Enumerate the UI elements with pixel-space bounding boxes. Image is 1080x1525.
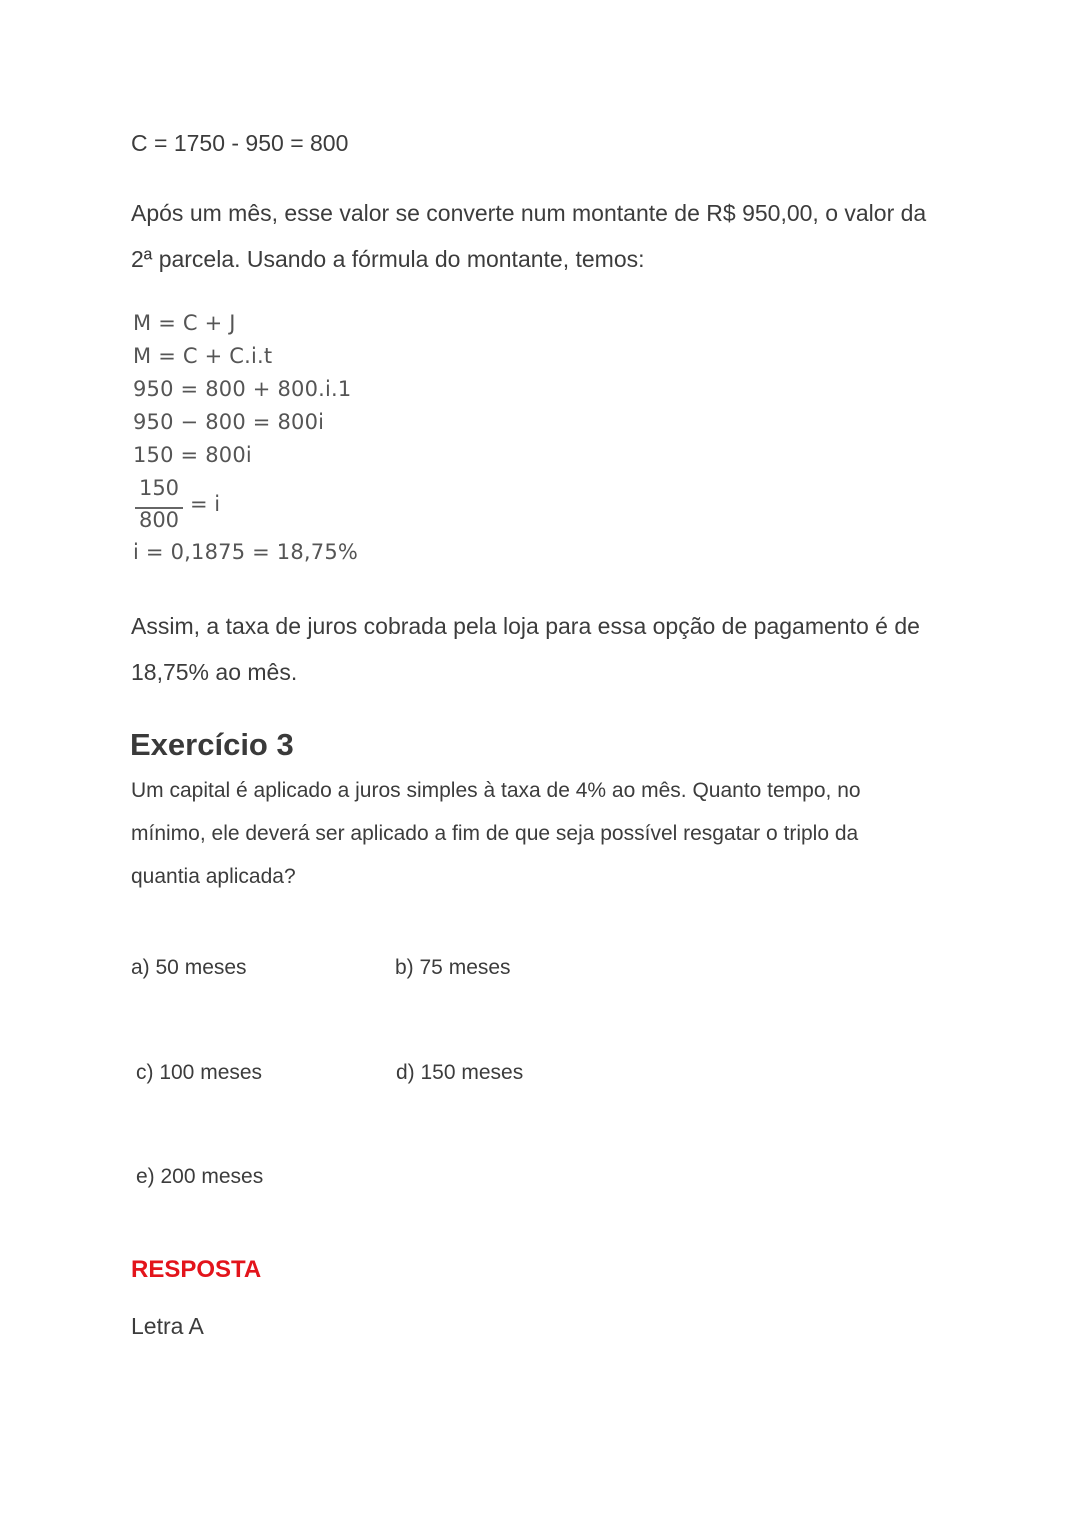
paragraph-montante: Após um mês, esse valor se converte num montante de R$ 950,00, o valor da 2ª parcela. Usando a fórmula do montante, temos: xyxy=(131,200,927,272)
option-e: e) 200 meses xyxy=(136,1165,264,1188)
math-line-4: 950 − 800 = 800i xyxy=(133,410,325,434)
math-line-1: M = C + J xyxy=(133,311,236,335)
option-b: b) 75 meses xyxy=(395,956,511,979)
answer-label: RESPOSTA xyxy=(131,1256,262,1283)
exercise-title: Exercício 3 xyxy=(130,727,294,762)
paragraph-conclusion: Assim, a taxa de juros cobrada pela loja para essa opção de pagamento é de 18,75% ao mês. xyxy=(131,613,920,685)
fraction-rhs: = i xyxy=(190,492,221,516)
fraction-numerator: 150 xyxy=(138,476,180,500)
option-d: d) 150 meses xyxy=(396,1061,524,1084)
option-c: c) 100 meses xyxy=(136,1061,263,1084)
math-line-3: 950 = 800 + 800.i.1 xyxy=(133,377,352,401)
math-line-2: M = C + C.i.t xyxy=(133,344,273,368)
answer-value: Letra A xyxy=(131,1313,204,1339)
fraction-denominator: 800 xyxy=(138,508,180,532)
intro-equation: C = 1750 - 950 = 800 xyxy=(131,130,349,156)
option-a: a) 50 meses xyxy=(131,956,247,979)
exercise-question: Um capital é aplicado a juros simples à taxa de 4% ao mês. Quanto tempo, no mínimo, ele deverá ser aplicado a fim de que seja possível resgatar o triplo da quantia aplicada? xyxy=(131,779,861,888)
fraction-expression xyxy=(134,476,234,538)
math-result: i = 0,1875 = 18,75% xyxy=(133,540,359,564)
math-line-5: 150 = 800i xyxy=(133,443,252,467)
